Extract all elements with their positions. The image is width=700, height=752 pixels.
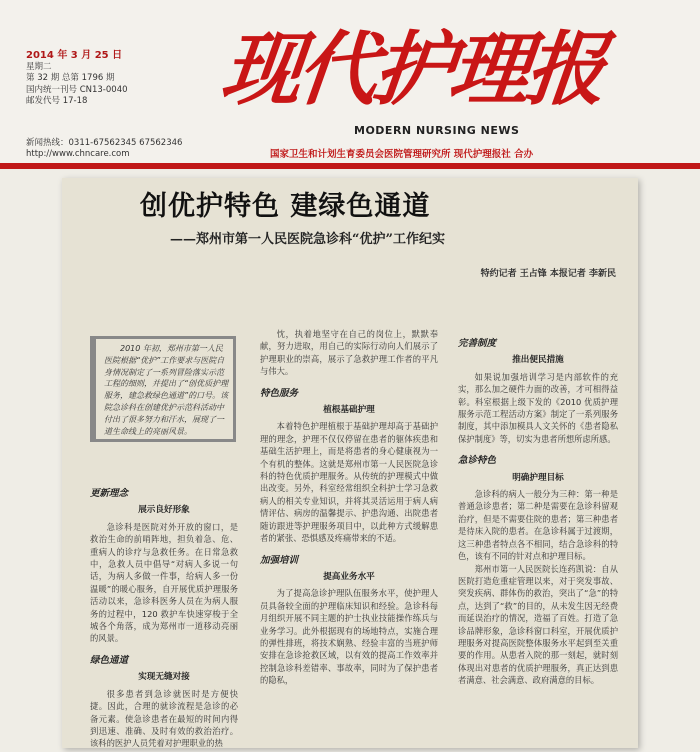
paragraph: 如果说加强培训学习是内部软件的充实，那么加之硬件力面的改善，才可相得益彰。科室根据上级下发的《2010 优质护理服务示范工程活动方案》制定了一系列服务制度，其中添加模具人文关怀的《患者隐私保护制度》等，切实为患者所想所虑所感。 xyxy=(458,371,618,444)
column-2 xyxy=(260,328,438,687)
section-subtitle: 展示良好形象 xyxy=(138,505,190,516)
article-byline: 特约记者 王占锋 本报记者 李新民 xyxy=(480,269,616,279)
paragraph: 忱，执着地坚守在自己的岗位上，默默奉献，努力进取，用自己的实际行动向人们展示了护理职业的崇高，展示了急救护理工作者的平凡与伟大。 xyxy=(260,329,438,377)
contact-info xyxy=(26,138,182,160)
issue-date: 2014 年 3 月 25 日 xyxy=(26,50,123,61)
newspaper-masthead xyxy=(0,0,700,168)
section-subtitle: 明确护理目标 xyxy=(512,472,564,483)
section-title: 更新理念 xyxy=(90,488,129,499)
column-1 xyxy=(90,478,238,750)
paragraph: 为了提高急诊护理队伍服务水平，使护理人员具备较全面的护理临床知识和经验。急诊科每月组织开展不同主题的护士执业技能操作练兵与业务学习。此外根据现有的场地特点，实施合理的弹性排班，将技术娴熟、经验丰富的当班护师安排在急诊抢救区域，以有效的提高工作效率并控制急诊科差错率、事故率，同时为了保护患者的隐私， xyxy=(260,588,438,686)
section-title: 加强培训 xyxy=(260,554,299,566)
article-clipping xyxy=(62,178,638,748)
intro-box xyxy=(90,336,236,442)
website-url: http://www.chncare.com xyxy=(26,149,130,159)
section-subtitle: 推出便民措施 xyxy=(512,355,564,366)
column-3 xyxy=(458,328,618,687)
issue-number: 第 32 期 总第 1796 期 xyxy=(26,73,115,83)
issue-cn: 国内统一刊号 CN13-0040 xyxy=(26,84,128,95)
issue-postal: 邮发代号 17-18 xyxy=(26,96,88,106)
article-headline: 创优护特色 建绿色通道 xyxy=(140,191,431,222)
sponsor-line: 国家卫生和计划生育委员会医院管理研究所 现代护理报社 合办 xyxy=(270,149,534,160)
news-hotline: 新闻热线：0311-67562345 67562346 xyxy=(26,138,183,148)
intro-text: 2010 年初，郑州市第一人民医院根据“优护”工作要求与医院自身情况制定了一系列冒险落实示范工程的细则，并提出了“创优质护理服务，建急救绿色通道”的口号。该院急诊科在创建优护示范科活动中付出了很多努力和汗水，展现了一道生命线上的亮丽风景。 xyxy=(104,344,229,436)
section-subtitle: 提高业务水平 xyxy=(323,571,375,582)
section-title: 绿色通道 xyxy=(90,654,129,666)
paragraph: 急诊科的病人一般分为三种：第一种是普通急诊患者；第二种是需要在急诊科留观治疗，但是不需要住院的患者；第三种患者是待床入院的患者。在急诊科属于过渡期，这三种患者特点各不相同，结合急诊科的特色，该有不同的针对点和护理目标。 xyxy=(458,489,618,562)
paragraph: 本着特色护理植根于基础护理却高于基础护理的理念，护理不仅仅停留在患者的躯体疾患和基础生活护理上，而是将患者的身心健康视为一个有机的整体。这就是郑州市第一人民医院急诊科的特色优质护理服务。从传统的护理模式中做出改变。另外，科室经常组织全科护士学习急救病人的相关专业知识，并将其灵活运用于病人病情评估、病房的温馨提示、护患沟通、出院患者随访跟进等护理服务项目中，以此种方式缓解患者的紧张、恐惧感及疼痛带来的不适。 xyxy=(260,421,438,544)
issue-info xyxy=(26,50,128,108)
article-subheadline: ——郑州市第一人民医院急诊科“优护”工作纪实 xyxy=(170,232,445,247)
section-subtitle: 植根基础护理 xyxy=(323,405,375,416)
section-subtitle: 实现无缝对接 xyxy=(138,672,190,683)
masthead-rule xyxy=(0,163,700,169)
issue-weekday: 星期二 xyxy=(26,61,52,72)
section-title: 完善制度 xyxy=(458,338,497,349)
newspaper-english-name: MODERN NURSING NEWS xyxy=(354,124,520,137)
section-title: 特色服务 xyxy=(260,387,299,399)
paragraph: 郑州市第一人民医院长连药凯说：自从医院打造危重症管理以来，对于突发事故、突发疾病、群体伤的救治，突出了“急”的特点，达到了“救”的目的，从未发生因无经费而延误治疗的情况，造福了百姓。打造了急诊品牌形象，急诊科窗口科室，开展优质护理服务对提高医院整体服务水平起到至关重要的作用。从患者入院的那一刻起，就时刻体现出对患者的优质护理服务，真正达到患者满意、社会满意、政府满意的目标。 xyxy=(458,563,618,686)
paragraph: 急诊科是医院对外开放的窗口，是救治生命的前哨阵地，担负着急、危、重病人的诊疗与急救任务。在日常急救中，急救人员中倡导“对病人多说一句话，为病人多做一件事，给病人多一份温暖”的暖心服务，自开展优质护理服务活动以来，急诊科医务人员在为病人服务的过程中，120 救护车快速穿梭于全城各个角落，成为郑州市一道移动亮丽的风景。 xyxy=(90,521,238,644)
section-title: 急诊特色 xyxy=(458,455,497,467)
paragraph: 很多患者到急诊就医时是方便快捷。因此，合理的就诊流程是急诊的必备元素。使急诊患者在最短的时间内得到迅速、准确、及时有效的救治治疗。该科的医护人员凭着对护理职业的热 xyxy=(90,688,238,749)
newspaper-logo: 现代护理报 xyxy=(217,22,607,116)
